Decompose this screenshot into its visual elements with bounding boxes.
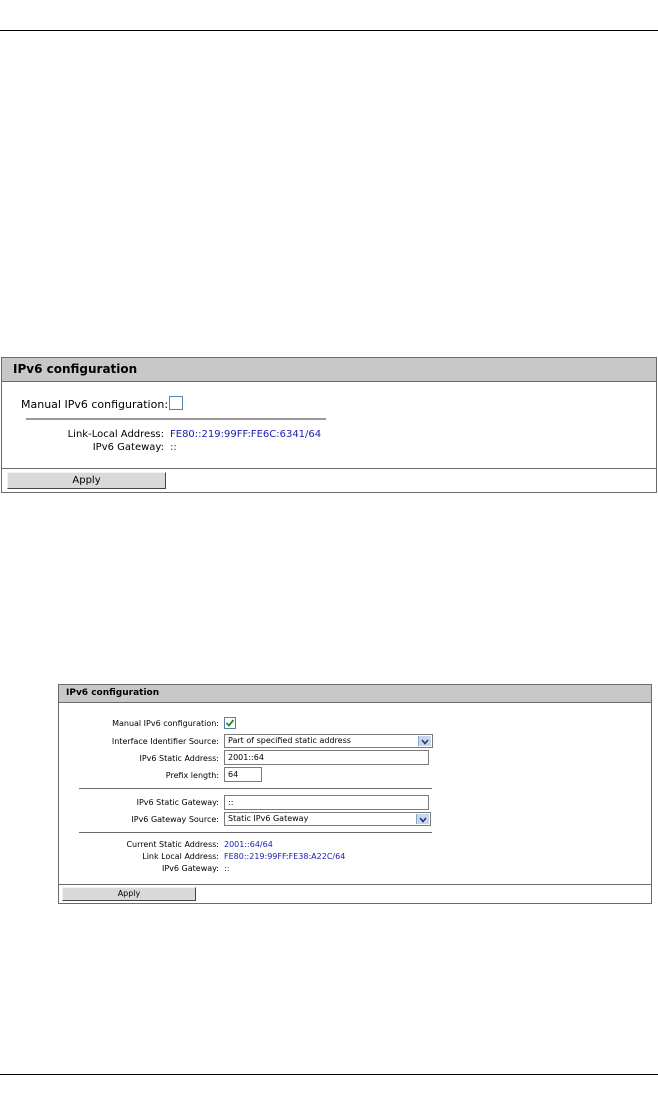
current-static-address-label: Current Static Address: bbox=[126, 840, 219, 849]
separator bbox=[26, 418, 326, 420]
separator bbox=[79, 788, 432, 789]
ipv6-static-address-input[interactable]: 2001::64 bbox=[224, 750, 429, 765]
prefix-length-label: Prefix length: bbox=[165, 771, 219, 780]
ipv6-gateway-label: IPv6 Gateway: bbox=[92, 442, 164, 453]
ipv6-static-gateway-label: IPv6 Static Gateway: bbox=[136, 798, 219, 807]
interface-identifier-source-select[interactable] bbox=[224, 734, 433, 748]
ipv6-config-panel-manual bbox=[58, 684, 652, 904]
ipv6-gateway-value: :: bbox=[224, 864, 230, 873]
ipv6-gateway-value: :: bbox=[170, 442, 177, 453]
apply-row bbox=[2, 468, 656, 492]
separator bbox=[79, 832, 432, 833]
ipv6-gateway-source-label: IPv6 Gateway Source: bbox=[131, 815, 219, 824]
apply-row bbox=[59, 884, 651, 903]
link-local-address-value: FE80::219:99FF:FE6C:6341/64 bbox=[170, 429, 322, 440]
manual-ipv6-checkbox[interactable] bbox=[169, 396, 183, 410]
dropdown-arrow bbox=[418, 736, 431, 746]
top-rule bbox=[0, 30, 658, 31]
ipv6-gateway-source-value: Static IPv6 Gateway bbox=[228, 814, 309, 823]
chevron-down-icon bbox=[419, 817, 427, 823]
link-local-address-label: Link Local Address: bbox=[142, 852, 219, 861]
link-local-address-value: FE80::219:99FF:FE38:A22C/64 bbox=[224, 852, 346, 861]
current-static-address-value: 2001::64/64 bbox=[224, 840, 273, 849]
ipv6-config-panel-unchecked bbox=[1, 357, 657, 493]
manual-ipv6-label: Manual IPv6 configuration: bbox=[112, 719, 219, 728]
panel-title: IPv6 configuration bbox=[2, 358, 656, 382]
ipv6-static-address-label: IPv6 Static Address: bbox=[139, 754, 219, 763]
bottom-rule bbox=[0, 1074, 658, 1075]
dropdown-arrow bbox=[416, 814, 429, 824]
apply-button[interactable]: Apply bbox=[62, 887, 196, 901]
manual-ipv6-label: Manual IPv6 configuration: bbox=[21, 398, 169, 411]
manual-ipv6-checkbox[interactable] bbox=[224, 717, 236, 729]
interface-identifier-source-label: Interface Identifier Source: bbox=[111, 737, 219, 746]
check-icon bbox=[225, 718, 235, 728]
ipv6-static-gateway-input[interactable]: :: bbox=[224, 795, 429, 810]
prefix-length-input[interactable]: 64 bbox=[224, 767, 262, 782]
chevron-down-icon bbox=[421, 739, 429, 745]
link-local-address-label: Link-Local Address: bbox=[67, 429, 164, 440]
ipv6-gateway-label: IPv6 Gateway: bbox=[161, 864, 219, 873]
interface-identifier-source-value: Part of specified static address bbox=[228, 736, 351, 745]
apply-button[interactable]: Apply bbox=[7, 472, 166, 489]
ipv6-gateway-source-select[interactable] bbox=[224, 812, 431, 826]
panel-title: IPv6 configuration bbox=[59, 685, 651, 703]
